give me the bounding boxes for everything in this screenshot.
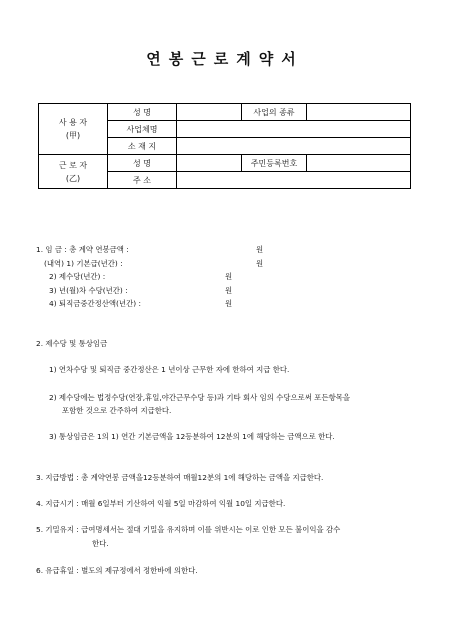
section5-confidentiality-cont: 한다. bbox=[92, 539, 109, 548]
employer-name-field[interactable] bbox=[177, 104, 242, 121]
location-label: 소 재 지 bbox=[108, 138, 177, 155]
employee-name-field[interactable] bbox=[177, 155, 242, 172]
base-pay-won: 원 bbox=[256, 259, 264, 268]
severance-won: 원 bbox=[225, 299, 233, 308]
employee-sub: (乙) bbox=[65, 173, 81, 183]
party-info-table bbox=[38, 103, 411, 189]
employer-cell bbox=[39, 104, 108, 155]
business-name-field[interactable] bbox=[177, 121, 411, 138]
section2-item2: 2) 제수당에는 법정수당(연장,휴일,야간근무수당 등)과 기타 회사 임의 수당으로써 포든항목을 bbox=[49, 393, 351, 402]
base-pay-label: (내역) 1) 기본급(년간) : bbox=[44, 259, 123, 268]
section2-heading: 2. 제수당 및 통상임금 bbox=[36, 339, 108, 348]
section4-payment-date: 4. 지급시기 : 매월 6일부터 기산하여 익월 5일 마감하여 익월 10일 지급한다. bbox=[36, 499, 286, 508]
business-type-field[interactable] bbox=[307, 104, 411, 121]
resident-number-field[interactable] bbox=[307, 155, 411, 172]
section2-item3: 3) 통상임금은 1의 1) 연간 기본금액을 12등분하여 12분의 1에 해당하는 금액으로 한다. bbox=[49, 432, 335, 441]
wage-total-won: 원 bbox=[256, 245, 264, 254]
section5-confidentiality: 5. 기밀유지 : 급여명세서는 절대 기밀을 유지하며 이를 위반시는 이로 인한 모든 불이익을 감수 bbox=[36, 525, 341, 534]
location-field[interactable] bbox=[177, 138, 411, 155]
resident-number-label: 주민등록번호 bbox=[242, 155, 307, 172]
employer-sub: (甲) bbox=[65, 131, 81, 140]
address-field[interactable] bbox=[177, 172, 411, 189]
wage-total-label: 1. 임 금 : 총 계약 연봉금액 : bbox=[36, 245, 129, 254]
employer-name-label: 성 명 bbox=[108, 104, 177, 121]
section2-item1: 1) 연차수당 및 퇴직금 중간정산은 1 년이상 근무한 자에 한하여 지급 한다. bbox=[49, 365, 290, 374]
employee-cell bbox=[39, 155, 108, 189]
section3-payment-method: 3. 지급방법 : 총 계약연봉 금액을12등분하여 매월12분의 1에 해당하는 금액을 지급한다. bbox=[36, 473, 324, 482]
allowance-label: 2) 제수당(년간) : bbox=[49, 272, 106, 281]
business-name-label: 사업체명 bbox=[108, 121, 177, 138]
address-label: 주 소 bbox=[108, 172, 177, 189]
business-type-label: 사업의 종류 bbox=[242, 104, 307, 121]
section2-item2-cont: 포함한 것으로 간주하여 지급한다. bbox=[62, 406, 172, 415]
employee-label: 근 로 자 bbox=[58, 160, 88, 170]
section6-paid-holiday: 6. 유급휴일 : 별도의 제규정에서 정한바에 의한다. bbox=[36, 566, 198, 575]
leave-pay-won: 원 bbox=[225, 286, 233, 295]
severance-label: 4) 퇴직금중간정산액(년간) : bbox=[49, 299, 141, 308]
allowance-won: 원 bbox=[225, 272, 233, 281]
employee-name-label: 성 명 bbox=[108, 155, 177, 172]
document-title: 연봉근로계약서 bbox=[146, 50, 304, 68]
employer-label: 사 용 자 bbox=[58, 118, 88, 127]
leave-pay-label: 3) 년(월)차 수당(년간) : bbox=[49, 286, 128, 295]
